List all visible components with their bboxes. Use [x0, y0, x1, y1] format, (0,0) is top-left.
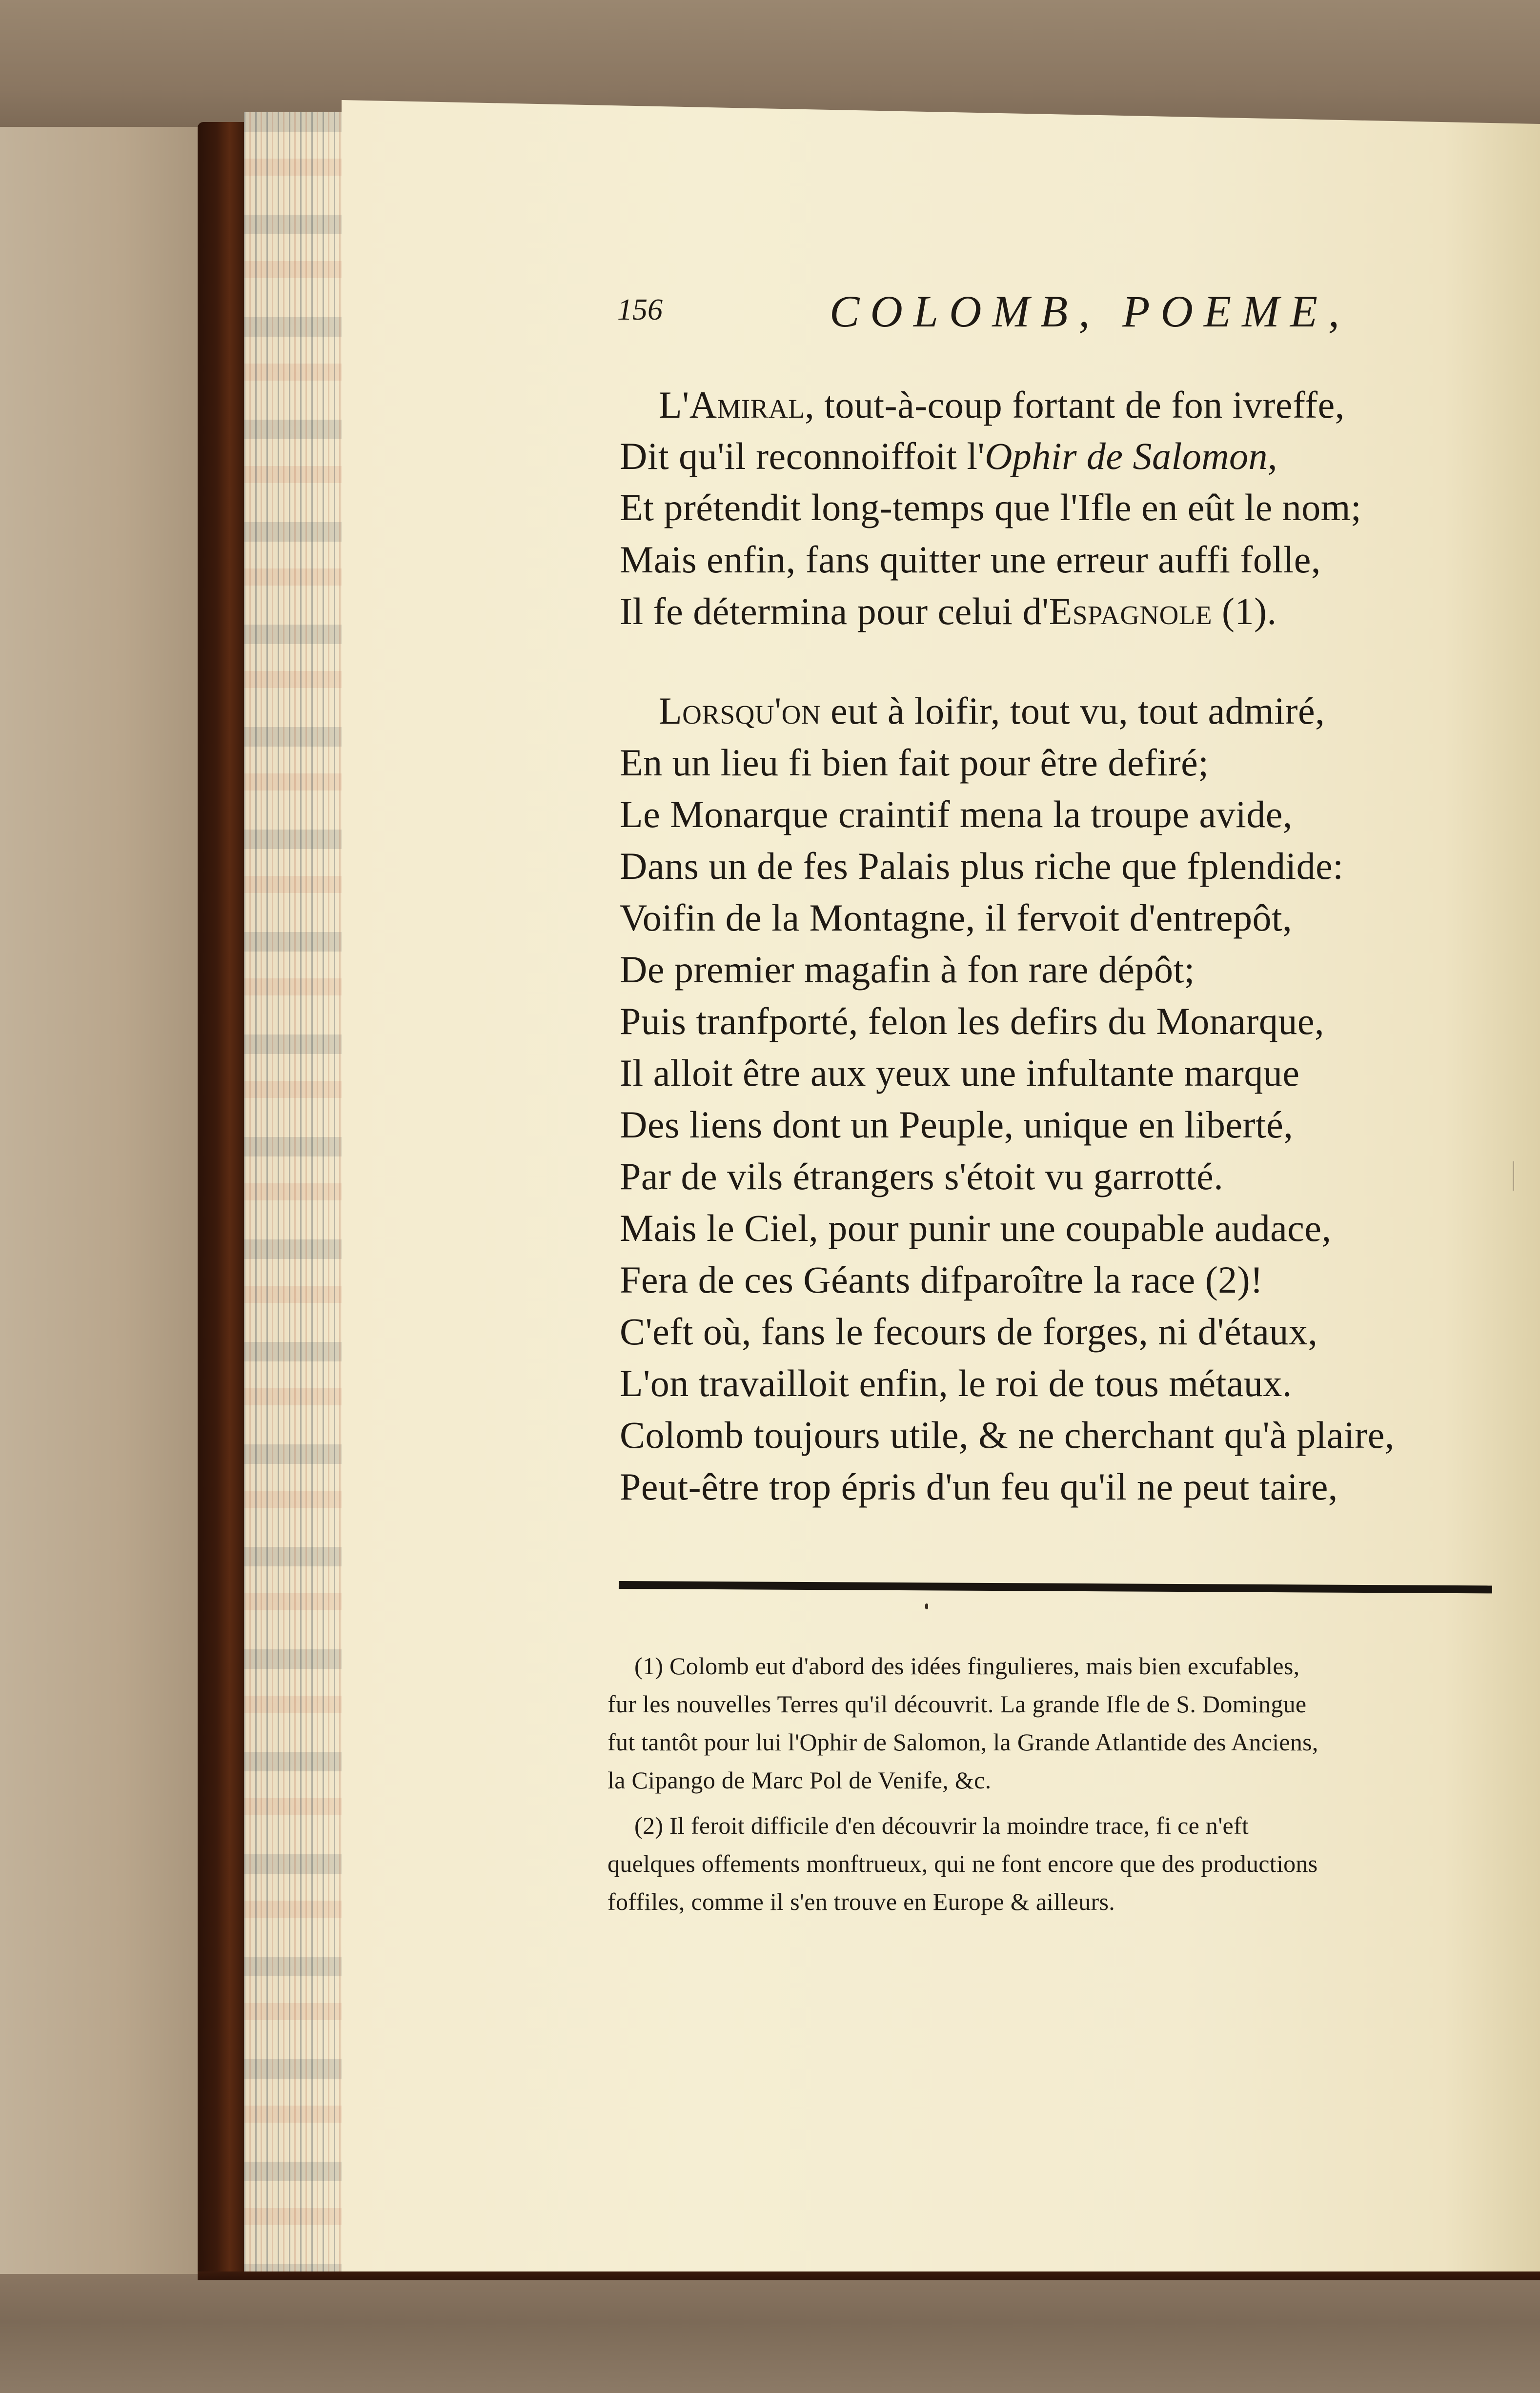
ink-speck — [925, 1603, 928, 1609]
running-title: COLOMB, POEME, — [830, 286, 1350, 336]
page-number: 156 — [617, 293, 663, 326]
book-cover-bottom-edge — [198, 2271, 1540, 2280]
verse-lead-small-caps: Lorsqu'on — [659, 690, 821, 732]
verse-tail: (1). — [1212, 590, 1277, 632]
verse-text: Dit qu'il reconnoiffoit l' — [620, 435, 985, 477]
verse-line: Par de vils étrangers s'étoit vu garrotté. — [620, 1155, 1224, 1197]
verse-line: Mais le Ciel, pour punir une coupable audace, — [620, 1207, 1332, 1249]
verse-text: , tout-à-coup fortant de fon ivreffe, — [805, 384, 1345, 426]
verse-line — [659, 689, 1325, 733]
footnote-1-line: la Cipango de Marc Pol de Venife, &c. — [608, 1766, 992, 1794]
verse-line: Dans un de fes Palais plus riche que fplendide: — [620, 845, 1344, 887]
verse-text: eut à loifir, tout vu, tout admiré, — [821, 690, 1325, 732]
verse-line: Fera de ces Géants difparoître la race (2)! — [620, 1258, 1263, 1301]
margin-mark — [1513, 1161, 1514, 1191]
verse-line: Il alloit être aux yeux une infultante marque — [620, 1052, 1300, 1094]
footnote-2-line: quelques offements monftrueux, qui ne font encore que des productions — [608, 1850, 1318, 1877]
background-bottom — [0, 2274, 1540, 2393]
verse-line: Des liens dont un Peuple, unique en liberté, — [620, 1103, 1294, 1146]
verse-line — [620, 434, 1277, 478]
verse-line: Puis tranfporté, felon les defirs du Monarque, — [620, 1000, 1324, 1042]
footnote-2-line: (2) Il feroit difficile d'en découvrir la moindre trace, fi ce n'eft — [634, 1812, 1249, 1839]
verse-line: L'on travailloit enfin, le roi de tous métaux. — [620, 1362, 1292, 1404]
verse-tail: , — [1268, 435, 1278, 477]
book-cover-spine — [198, 122, 251, 2279]
verse-text: Il fe détermina pour celui d' — [620, 590, 1049, 632]
verse-line: Mais enfin, fans quitter une erreur auffi folle, — [620, 538, 1321, 581]
footnote-1-line: (1) Colomb eut d'abord des idées fingulieres, mais bien excufables, — [634, 1652, 1300, 1680]
verse-small-caps: Espagnole — [1049, 590, 1213, 632]
verse-line: Voifin de la Montagne, il fervoit d'entrepôt, — [620, 896, 1293, 939]
footnote-2-line: foffiles, comme il s'en trouve en Europe & ailleurs. — [608, 1888, 1115, 1915]
verse-line — [620, 589, 1277, 633]
verse-lead-small-caps: L'Amiral — [659, 384, 805, 426]
verse-line — [659, 383, 1345, 427]
background-top — [0, 0, 1540, 127]
verse-line: Peut-être trop épris d'un feu qu'il ne peut taire, — [620, 1465, 1338, 1508]
background-left — [0, 0, 205, 2393]
verse-line: De premier magafin à fon rare dépôt; — [620, 948, 1195, 991]
verse-line: Le Monarque craintif mena la troupe avide, — [620, 793, 1293, 835]
verse-italic: Ophir de Salomon — [985, 435, 1268, 477]
verse-line: En un lieu fi bien fait pour être defiré; — [620, 741, 1209, 784]
verse-line: Colomb toujours utile, & ne cherchant qu'à plaire, — [620, 1414, 1395, 1456]
verse-line: Et prétendit long-temps que l'Ifle en eût le nom; — [620, 486, 1362, 528]
footnote-1-line: fut tantôt pour lui l'Ophir de Salomon, la Grande Atlantide des Anciens, — [608, 1728, 1318, 1756]
footnote-1-line: fur les nouvelles Terres qu'il découvrit. La grande Ifle de S. Domingue — [608, 1690, 1307, 1718]
verse-line: C'eft où, fans le fecours de forges, ni d'étaux, — [620, 1310, 1318, 1353]
